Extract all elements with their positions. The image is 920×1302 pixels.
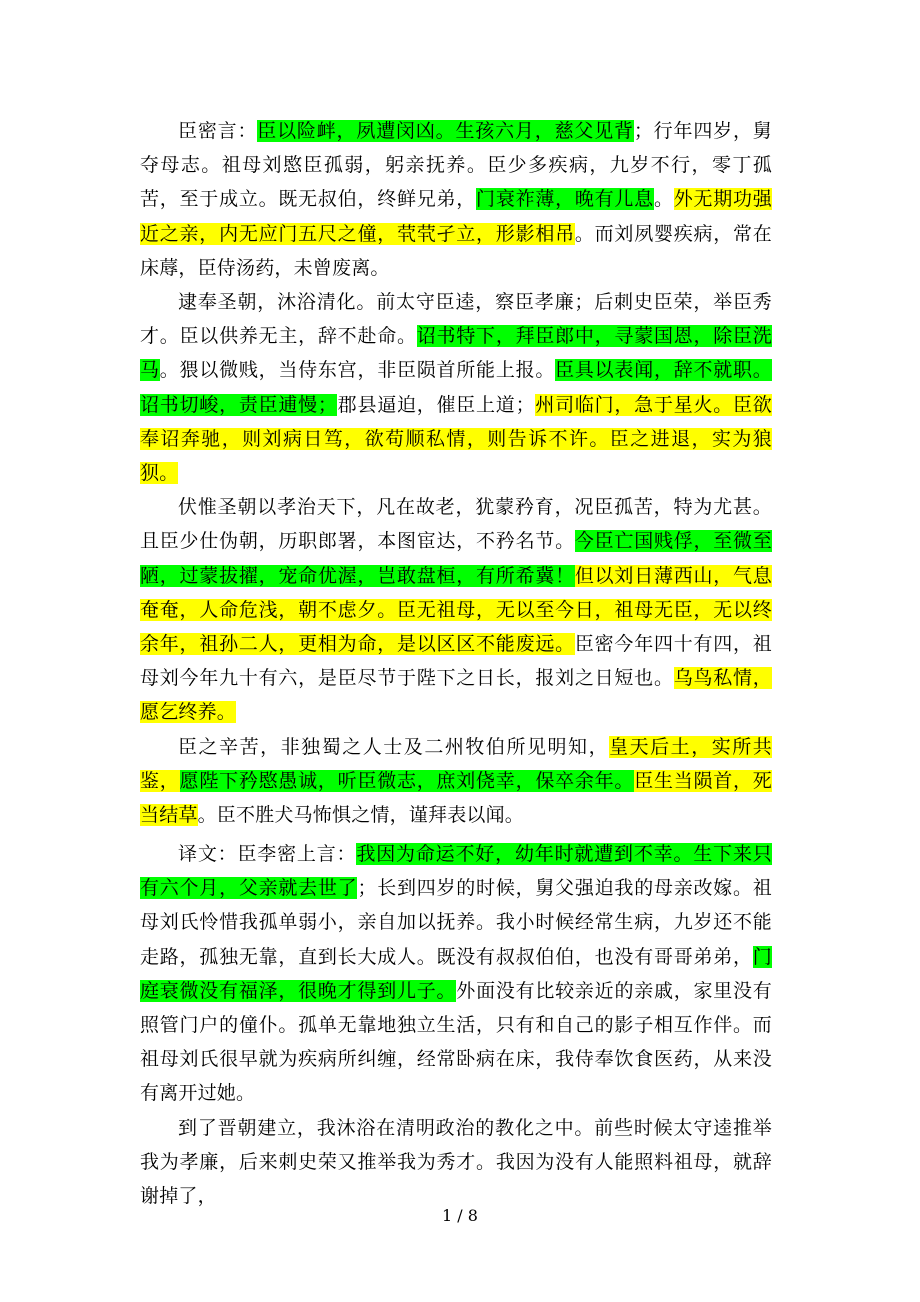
paragraph [140, 114, 772, 285]
text-segment: 。 [653, 188, 674, 211]
text-segment: 逮奉圣朝，沐浴清化。前太守臣逵，察臣孝廉；后刺史臣荣，举臣秀才。臣以供养无主，辞不赴命。 [140, 291, 772, 348]
text-segment: 。猥以微贱，当侍东宫，非臣陨首所能上报。 [159, 359, 556, 382]
page-number: 1 / 8 [442, 1206, 478, 1225]
green-highlight: 门庭衰微没有福泽，很晚才得到儿子。 [140, 945, 772, 1002]
yellow-highlight: 州司临门，急于星火。臣欲奉诏奔驰，则刘病日笃，欲苟顺私情，则告诉不许。臣之进退，实为狼狈。 [140, 393, 772, 485]
green-highlight: 我因为命运不好，幼年时就遭到不幸。生下来只有六个月，父亲就去世了 [140, 843, 772, 900]
yellow-highlight: 臣生当陨首，死当结草 [140, 769, 773, 827]
green-highlight: 臣以险衅，夙遭闵凶。生孩六月，慈父见背 [257, 120, 634, 142]
translation-text-block [140, 837, 772, 1213]
green-highlight: 愿陛下矜愍愚诚，听臣微志，庶刘侥幸，保卒余年。 [179, 769, 635, 792]
text-segment: 外面没有比较亲近的亲戚，家里没有照管门户的僮仆。孤单无靠地独立生活，只有和自己的影子相互作伴。而祖母刘氏很早就为疾病所纠缠，经常卧病在床，我侍奉饮食医药，从来没有离开过她。 [140, 979, 773, 1105]
text-segment: ；长到四岁的时候，舅父强迫我的母亲改嫁。祖母刘氏怜惜我孤单弱小，亲自加以抚养。我小时候经常生病，九岁还不能走路，孤独无靠，直到长大成人。既没有叔叔伯伯，也没有哥哥弟弟， [140, 877, 773, 968]
text-segment: ；行年四岁，舅夺母志。祖母刘愍臣孤弱，躬亲抚养。臣少多疾病，九岁不行，零丁孤苦，至于成立。既无叔伯，终鲜兄弟， [140, 120, 772, 211]
green-highlight: 臣具以表闻，辞不就职。诏书切峻，责臣逋慢； [140, 359, 772, 416]
green-highlight: 诏书特下，拜臣郎中，寻蒙国恩，除臣洗马 [140, 325, 772, 382]
text-segment: 臣密今年四十有四，祖母刘今年九十有六，是臣尽节于陛下之日长，报刘之日短也。 [140, 633, 772, 690]
text-segment: 臣之辛苦，非独蜀之人士及二州牧伯所见明知， [178, 735, 610, 758]
text-segment: 伏惟圣朝以孝治天下，凡在故老，犹蒙矜育，况臣孤苦，特为尤甚。且臣少仕伪朝，历职郎署，本图宦达，不矜名节。 [140, 496, 772, 553]
text-segment: 译文：臣李密上言： [178, 843, 357, 865]
paragraph [140, 285, 772, 490]
yellow-highlight: 皇天后土，实所共鉴， [140, 735, 772, 792]
green-highlight: 门衰祚薄，晚有儿息 [476, 188, 654, 211]
paragraph [140, 730, 772, 833]
original-text-block [140, 114, 772, 832]
green-highlight: 今臣亡国贱俘，至微至陋，过蒙拔擢，宠命优渥，岂敢盘桓，有所希冀！ [140, 530, 772, 587]
text-segment: 臣密言： [178, 120, 258, 142]
text-segment: 。而刘夙婴疾病，常在床蓐，臣侍汤药，未曾废离。 [140, 222, 772, 279]
yellow-highlight: 但以刘日薄西山，气息奄奄，人命危浅，朝不虑夕。臣无祖母，无以至今日，祖母无臣，无以终余年，祖孙二人，更相为命，是以区区不能废远。 [140, 564, 772, 656]
paragraph [140, 490, 772, 729]
text-segment: 。臣不胜犬马怖惧之情，谨拜表以闻。 [197, 804, 525, 827]
text-segment: 到了晋朝建立，我沐浴在清明政治的教化之中。前些时候太守逵推举我为孝廉，后来刺史荣又推举我为秀才。我因为没有人能照料祖母，就辞谢掉了， [140, 1116, 772, 1208]
paragraph [140, 837, 772, 1111]
paragraph [140, 1111, 772, 1214]
yellow-highlight: 外无期功强近之亲，内无应门五尺之僮，茕茕孑立，形影相吊 [140, 188, 773, 245]
text-segment: 郡县逼迫，催臣上道； [337, 393, 535, 416]
yellow-highlight: 乌鸟私情，愿乞终养。 [140, 667, 772, 724]
